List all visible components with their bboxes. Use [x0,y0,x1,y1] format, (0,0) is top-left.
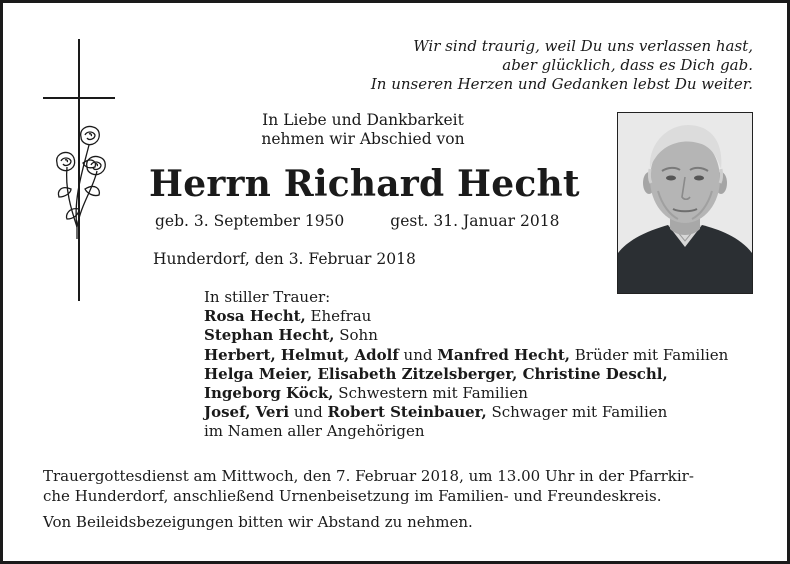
mourner-row [204,365,728,384]
poem-line: aber glücklich, dass es Dich gab. [502,56,753,74]
mourner-row [204,422,728,441]
intro-line: nehmen wir Abschied von [261,130,465,148]
mourner-name: Josef, Veri [204,403,290,422]
mourner-name: Helga Meier, Elisabeth Zitzelsberger, Christine Deschl, [204,364,668,383]
life-dates [155,211,559,231]
mourner-relation: Schwestern mit Familien [333,384,528,403]
deceased-name: Herrn Richard Hecht [149,163,580,205]
mourners-heading: In stiller Trauer: [204,288,331,306]
service-line: Trauergottesdienst am Mittwoch, den 7. Februar 2018, um 13.00 Uhr in der Pfarrkir- [43,467,694,485]
mourner-name: Manfred Hecht, [437,345,570,364]
place-date: Hunderdorf, den 3. Februar 2018 [153,250,416,268]
mourner-relation: Schwager mit Familien [486,403,668,422]
mourner-relation: und [398,345,438,364]
mourner-list [204,307,728,441]
portrait-drawing [618,113,752,293]
mourners-block [204,288,728,442]
mourner-row [204,326,728,345]
mourner-name: Ingeborg Köck, [204,384,334,403]
mourner-relation: Brüder mit Familien [570,345,729,364]
cross-with-roses-icon [43,39,115,301]
poem-line: In unseren Herzen und Gedanken lebst Du weiter. [370,75,753,93]
mourner-name: Herbert, Helmut, Adolf [204,345,399,364]
mourner-name: Robert Steinbauer, [327,403,487,422]
service-line: che Hunderdorf, anschließend Urnenbeisetzung im Familien- und Freundeskreis. [43,487,662,505]
intro-line: In Liebe und Dankbarkeit [262,111,464,129]
poem [343,37,753,94]
death-date: gest. 31. Januar 2018 [390,212,560,230]
mourner-relation: Sohn [334,326,378,345]
mourner-relation: Ehefrau [305,307,372,326]
condolence-note: Von Beileidsbezeigungen bitten wir Abstand zu nehmen. [43,513,473,531]
portrait-photo [617,112,753,294]
birth-date: geb. 3. September 1950 [155,212,345,230]
farewell-intro [238,111,488,149]
mourner-relation: im Namen aller Angehörigen [204,422,425,441]
mourner-row [204,346,728,365]
mourner-name: Stephan Hecht, [204,326,335,345]
mourner-row [204,403,728,422]
service-info [43,466,755,532]
mourner-row [204,384,728,403]
poem-line: Wir sind traurig, weil Du uns verlassen hast, [413,37,753,55]
mourner-name: Rosa Hecht, [204,307,306,326]
mourner-row [204,307,728,326]
mourner-relation: und [289,403,328,422]
